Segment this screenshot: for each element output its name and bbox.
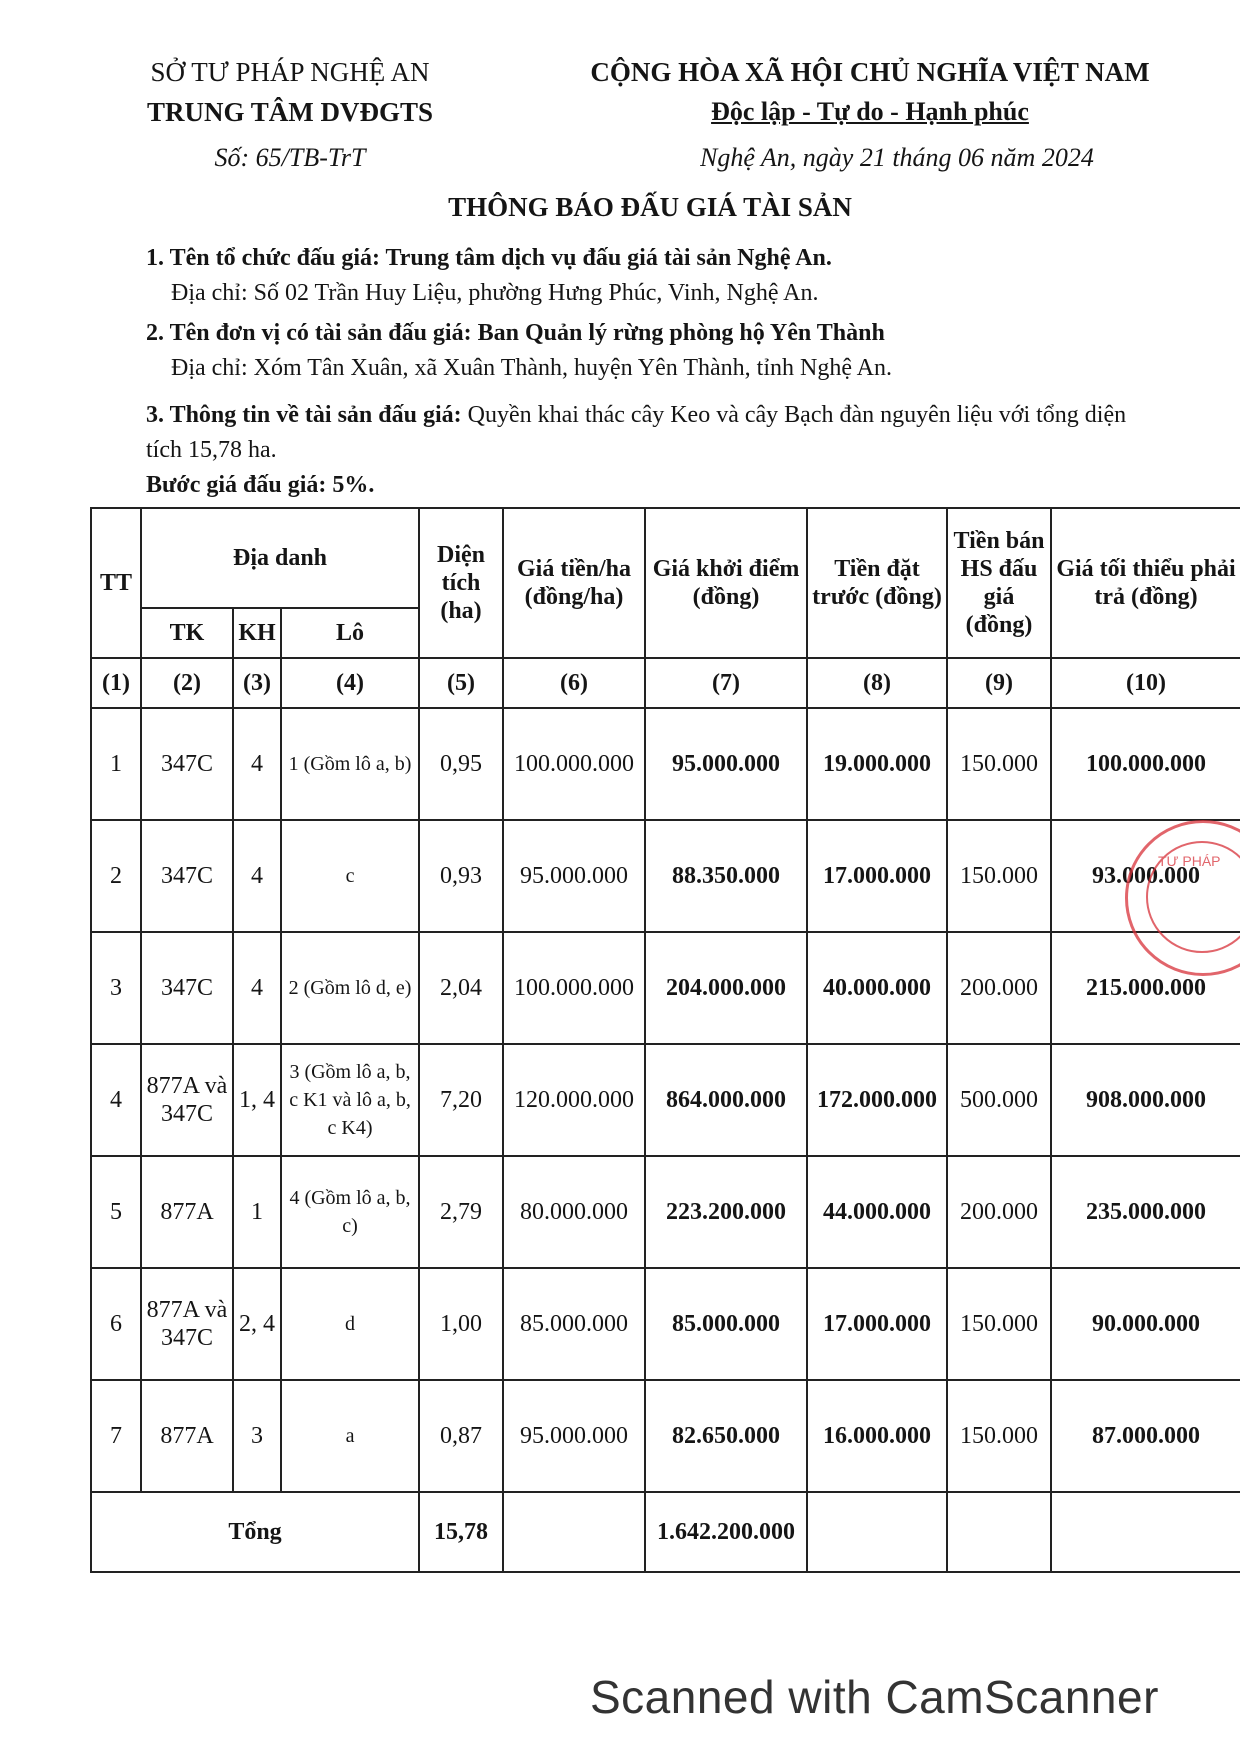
total-label: Tổng [91,1492,419,1572]
cell-lo: 1 (Gồm lô a, b) [281,708,419,820]
cell-fee: 200.000 [947,932,1051,1044]
section-1-address: Địa chỉ: Số 02 Trần Huy Liệu, phường Hưng Phúc, Vinh, Nghệ An. [171,280,819,306]
header-gia-khoi-diem: Giá khởi điểm (đồng) [645,508,807,658]
total-empty [1051,1492,1240,1572]
table-row [91,1268,1240,1380]
section-1-label: 1. Tên tổ chức đấu giá: [146,245,380,271]
cell-fee: 150.000 [947,820,1051,932]
cell-kh: 4 [233,708,281,820]
cell-tt: 5 [91,1156,141,1268]
cell-tk: 347C [141,820,233,932]
col-number: (3) [233,658,281,708]
cell-min-price: 87.000.000 [1051,1380,1240,1492]
cell-price-ha: 95.000.000 [503,820,645,932]
cell-kh: 4 [233,932,281,1044]
cell-price-ha: 95.000.000 [503,1380,645,1492]
section-3 [146,402,1240,429]
cell-tk: 347C [141,932,233,1044]
header-tk: TK [141,608,233,658]
section-2 [146,320,885,347]
cell-min-price: 93.000.000 [1051,820,1240,932]
cell-area: 7,20 [419,1044,503,1156]
bid-step: Bước giá đấu giá: 5%. [146,472,375,498]
cell-lo: d [281,1268,419,1380]
header-tien-ban-hs: Tiền bán HS đấu giá (đồng) [947,508,1051,658]
cell-price-ha: 100.000.000 [503,932,645,1044]
cell-start-price: 85.000.000 [645,1268,807,1380]
section-3-value: Quyền khai thác cây Keo và cây Bạch đàn nguyên liệu với tổng diện [461,402,1127,428]
cell-area: 2,04 [419,932,503,1044]
table-row [91,1380,1240,1492]
cell-min-price: 215.000.000 [1051,932,1240,1044]
cell-deposit: 44.000.000 [807,1156,947,1268]
cell-lo: 2 (Gồm lô d, e) [281,932,419,1044]
cell-kh: 4 [233,820,281,932]
cell-start-price: 88.350.000 [645,820,807,932]
camscanner-watermark: Scanned with CamScanner [590,1671,1159,1723]
cell-start-price: 204.000.000 [645,932,807,1044]
col-number: (6) [503,658,645,708]
section-2-address: Địa chỉ: Xóm Tân Xuân, xã Xuân Thành, huyện Yên Thành, tỉnh Nghệ An. [171,355,892,381]
cell-deposit: 40.000.000 [807,932,947,1044]
cell-min-price: 90.000.000 [1051,1268,1240,1380]
cell-price-ha: 85.000.000 [503,1268,645,1380]
col-number: (10) [1051,658,1240,708]
cell-tt: 4 [91,1044,141,1156]
cell-lo: 4 (Gồm lô a, b, c) [281,1156,419,1268]
cell-kh: 2, 4 [233,1268,281,1380]
nation-name: CỘNG HÒA XÃ HỘI CHỦ NGHĨA VIỆT NAM [590,57,1150,87]
issuer-block [120,52,460,132]
table-row [91,708,1240,820]
col-number: (8) [807,658,947,708]
cell-tt: 6 [91,1268,141,1380]
header-kh: KH [233,608,281,658]
document-number: Số: 65/TB-TrT [214,143,366,172]
cell-min-price: 908.000.000 [1051,1044,1240,1156]
total-start-price: 1.642.200.000 [645,1492,807,1572]
asset-table [90,507,1240,1573]
cell-tk: 347C [141,708,233,820]
header-lo: Lô [281,608,419,658]
col-number: (2) [141,658,233,708]
cell-area: 0,87 [419,1380,503,1492]
col-number: (7) [645,658,807,708]
cell-kh: 1 [233,1156,281,1268]
cell-tk: 877A và 347C [141,1268,233,1380]
cell-start-price: 864.000.000 [645,1044,807,1156]
cell-price-ha: 100.000.000 [503,708,645,820]
section-2-value: Ban Quản lý rừng phòng hộ Yên Thành [471,320,885,346]
cell-fee: 150.000 [947,708,1051,820]
cell-lo: a [281,1380,419,1492]
table-row [91,1044,1240,1156]
table-row [91,1156,1240,1268]
cell-tk: 877A [141,1156,233,1268]
header-dia-danh: Địa danh [141,508,419,608]
cell-kh: 1, 4 [233,1044,281,1156]
total-area: 15,78 [419,1492,503,1572]
cell-lo: 3 (Gồm lô a, b, c K1 và lô a, b, c K4) [281,1044,419,1156]
cell-deposit: 17.000.000 [807,1268,947,1380]
cell-deposit: 16.000.000 [807,1380,947,1492]
section-2-label: 2. Tên đơn vị có tài sản đấu giá: [146,320,472,346]
table-row [91,932,1240,1044]
col-number: (9) [947,658,1051,708]
cell-deposit: 172.000.000 [807,1044,947,1156]
col-number: (5) [419,658,503,708]
table-row [91,820,1240,932]
issuer-parent-org: SỞ TƯ PHÁP NGHỆ AN [150,57,430,87]
cell-fee: 150.000 [947,1268,1051,1380]
total-row [91,1492,1240,1572]
cell-min-price: 235.000.000 [1051,1156,1240,1268]
header-dien-tich: Diện tích (ha) [419,508,503,658]
cell-lo: c [281,820,419,932]
header-tien-dat-truoc: Tiền đặt trước (đồng) [807,508,947,658]
cell-start-price: 223.200.000 [645,1156,807,1268]
column-number-row [91,658,1240,708]
cell-fee: 150.000 [947,1380,1051,1492]
cell-tt: 3 [91,932,141,1044]
section-1 [146,245,832,272]
document-date: Nghệ An, ngày 21 tháng 06 năm 2024 [700,143,1094,172]
total-empty [947,1492,1051,1572]
cell-price-ha: 120.000.000 [503,1044,645,1156]
cell-tk: 877A và 347C [141,1044,233,1156]
cell-start-price: 95.000.000 [645,708,807,820]
cell-price-ha: 80.000.000 [503,1156,645,1268]
col-number: (4) [281,658,419,708]
cell-tt: 7 [91,1380,141,1492]
header-gia-toi-thieu: Giá tối thiểu phải trả (đồng) [1051,508,1240,658]
cell-kh: 3 [233,1380,281,1492]
cell-deposit: 17.000.000 [807,820,947,932]
cell-start-price: 82.650.000 [645,1380,807,1492]
col-number: (1) [91,658,141,708]
national-motto: Độc lập - Tự do - Hạnh phúc [711,97,1029,126]
cell-min-price: 100.000.000 [1051,708,1240,820]
total-empty [807,1492,947,1572]
cell-fee: 200.000 [947,1156,1051,1268]
document-title: THÔNG BÁO ĐẤU GIÁ TÀI SẢN [448,192,852,222]
header-gia-ha: Giá tiền/ha (đồng/ha) [503,508,645,658]
cell-tk: 877A [141,1380,233,1492]
cell-fee: 500.000 [947,1044,1051,1156]
seal-text: TƯ PHÁP [1158,853,1221,869]
section-3-continuation: tích 15,78 ha. [146,437,277,463]
cell-area: 1,00 [419,1268,503,1380]
issuer-org: TRUNG TÂM DVĐGTS [146,97,434,127]
cell-tt: 1 [91,708,141,820]
cell-area: 0,93 [419,820,503,932]
cell-tt: 2 [91,820,141,932]
total-empty [503,1492,645,1572]
section-3-label: 3. Thông tin về tài sản đấu giá: [146,402,462,428]
national-header [560,52,1180,132]
section-1-value: Trung tâm dịch vụ đấu giá tài sản Nghệ An. [379,245,832,271]
cell-area: 0,95 [419,708,503,820]
cell-area: 2,79 [419,1156,503,1268]
header-tt: TT [91,508,141,658]
cell-deposit: 19.000.000 [807,708,947,820]
